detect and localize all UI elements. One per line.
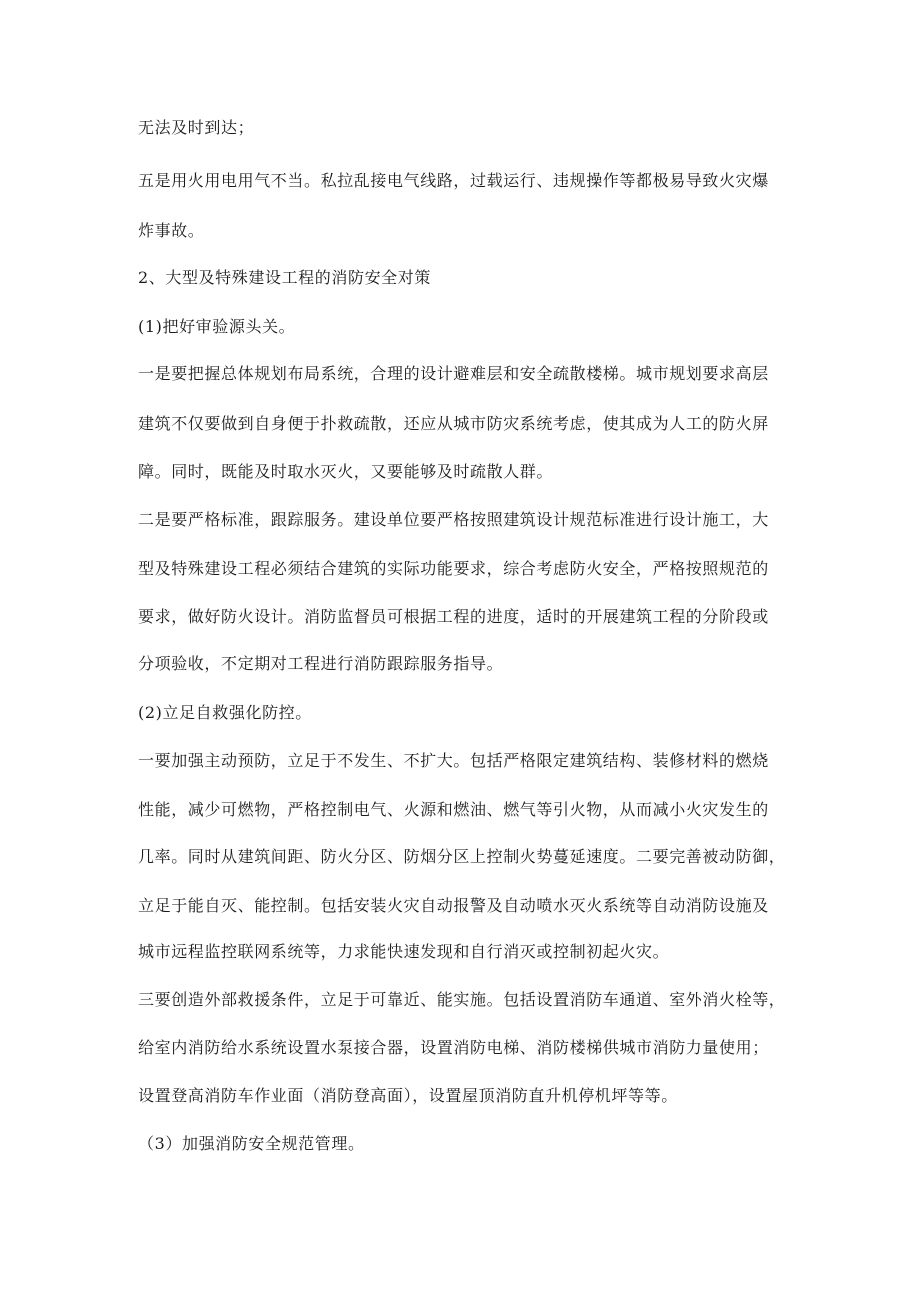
text-line: 性能，减少可燃物，严格控制电气、火源和燃油、燃气等引火物，从而减小火灾发生的	[138, 800, 769, 819]
text-line: 三要创造外部救援条件，立足于可靠近、能实施。包括设置消防车通道、室外消火栓等，	[138, 990, 786, 1009]
text-line: 型及特殊建设工程必须结合建筑的实际功能要求，综合考虑防火安全，严格按照规范的	[138, 559, 769, 578]
text-line: 要求，做好防火设计。消防监督员可根据工程的进度，适时的开展建筑工程的分阶段或	[138, 607, 769, 626]
subsection-heading: （3）加强消防安全规范管理。	[138, 1134, 365, 1153]
text-line: 一要加强主动预防，立足于不发生、不扩大。包括严格限定建筑结构、装修材料的燃烧	[138, 751, 769, 770]
text-line: 一是要把握总体规划布局系统，合理的设计避难层和安全疏散楼梯。城市规划要求高层	[138, 364, 769, 383]
text-line: 障。同时，既能及时取水灭火，又要能够及时疏散人群。	[138, 462, 554, 481]
text-line: 立足于能自灭、能控制。包括安装火灾自动报警及自动喷水灭火系统等自动消防设施及	[138, 896, 769, 915]
text-line: 二是要严格标准，跟踪服务。建设单位要严格按照建筑设计规范标准进行设计施工，大	[138, 510, 769, 529]
text-line: 建筑不仅要做到自身便于扑救疏散，还应从城市防灾系统考虑，使其成为人工的防火屏	[138, 414, 769, 433]
subsection-heading: (2)立足自救强化防控。	[138, 703, 312, 722]
section-heading: 2、大型及特殊建设工程的消防安全对策	[138, 268, 431, 287]
text-line: 设置登高消防车作业面（消防登高面），设置屋顶消防直升机停机坪等等。	[138, 1086, 678, 1105]
text-line: 给室内消防给水系统设置水泵接合器，设置消防电梯、消防楼梯供城市消防力量使用；	[138, 1038, 769, 1057]
text-line: 分项验收，不定期对工程进行消防跟踪服务指导。	[138, 654, 504, 673]
text-line: 无法及时到达；	[138, 118, 255, 137]
text-line: 几率。同时从建筑间距、防火分区、防烟分区上控制火势蔓延速度。二要完善被动防御，	[138, 847, 786, 866]
text-line: 五是用火用电用气不当。私拉乱接电气线路，过载运行、违规操作等都极易导致火灾爆	[138, 171, 769, 190]
subsection-heading: (1)把好审验源头关。	[138, 317, 296, 336]
text-line: 城市远程监控联网系统等，力求能快速发现和自行消灭或控制初起火灾。	[138, 942, 670, 961]
text-line: 炸事故。	[138, 221, 205, 240]
